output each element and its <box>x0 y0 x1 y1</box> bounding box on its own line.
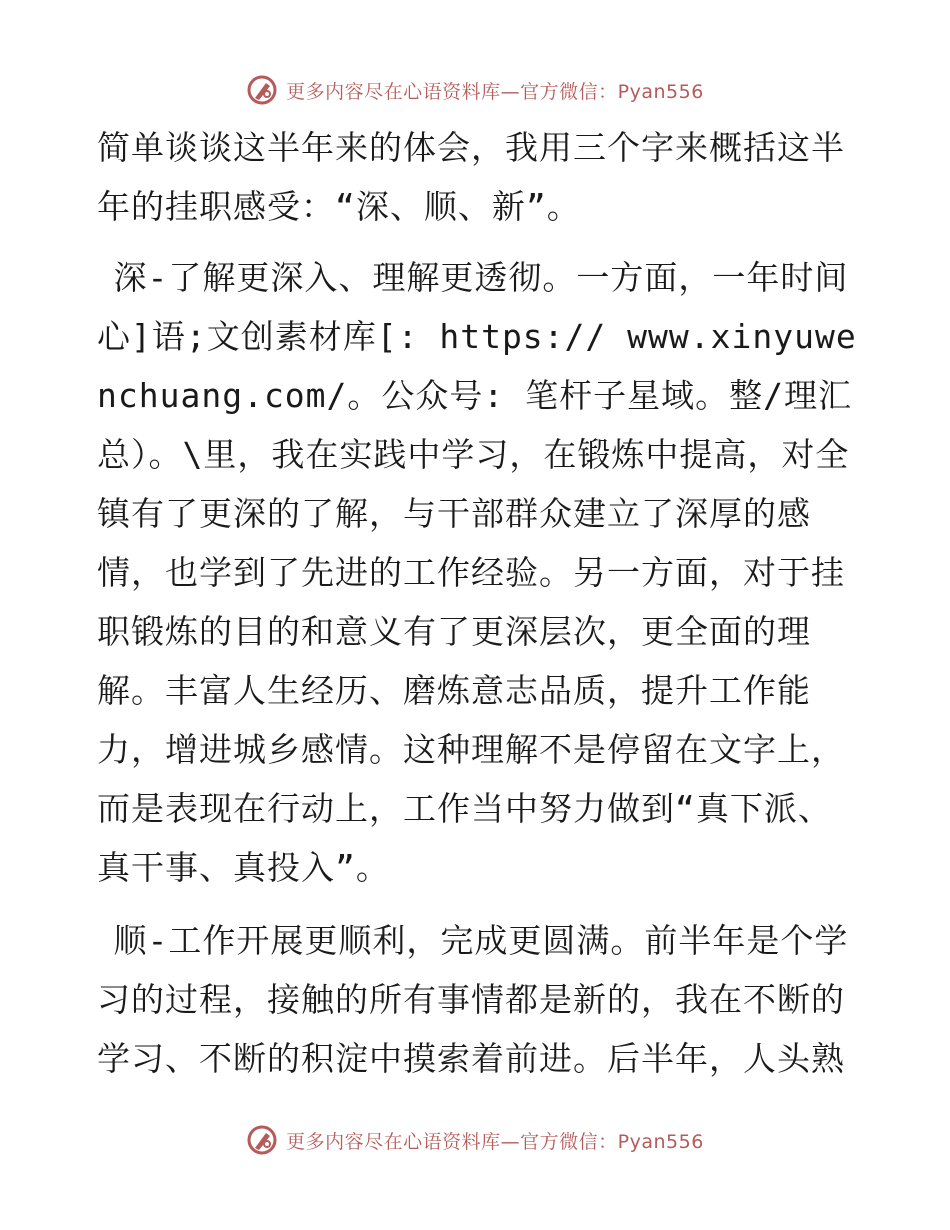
watermark-text: 更多内容尽在心语资料库—官方微信：Pyan556 <box>286 1130 704 1153</box>
header-watermark <box>0 74 950 106</box>
paragraph-intro: 简单谈谈这半年来的体会，我用三个字来概括这半年的挂职感受：“深、顺、新”。 <box>97 128 845 226</box>
paragraph-shun: 顺-工作开展更顺利，完成更圆满。前半年是个学习的过程，接触的所有事情都是新的，我在不断的学习、不断的积淀中摸索着前进。后半年，人头熟 <box>97 921 849 1078</box>
document-body <box>97 118 857 1088</box>
pen-circle-logo-icon <box>246 74 278 106</box>
watermark-text: 更多内容尽在心语资料库—官方微信：Pyan556 <box>286 80 704 103</box>
footer-watermark <box>0 1124 950 1156</box>
pen-circle-logo-icon <box>246 1124 278 1156</box>
paragraph-shen: 深-了解更深入、理解更透彻。一方面，一年时间心]语;文创素材库[: https:// www.xinyuwenchuang.com/。公众号: 笔杆子星域。整/理汇总）。\里，我在实践中学习，在锻炼中提高，对全镇有了更深的了解，与干部群众建立了深厚的感情，也学到了先进的工作经验。另一方面，对于挂职锻炼的目的和意义有了更深层次，更全面的理解。丰富人生经历、磨炼意志品质，提升工作能力，增进城乡感情。这种理解不是停留在文字上，而是表现在行动上，工作当中努力做到“真下派、真干事、真投入”。 <box>97 258 857 887</box>
